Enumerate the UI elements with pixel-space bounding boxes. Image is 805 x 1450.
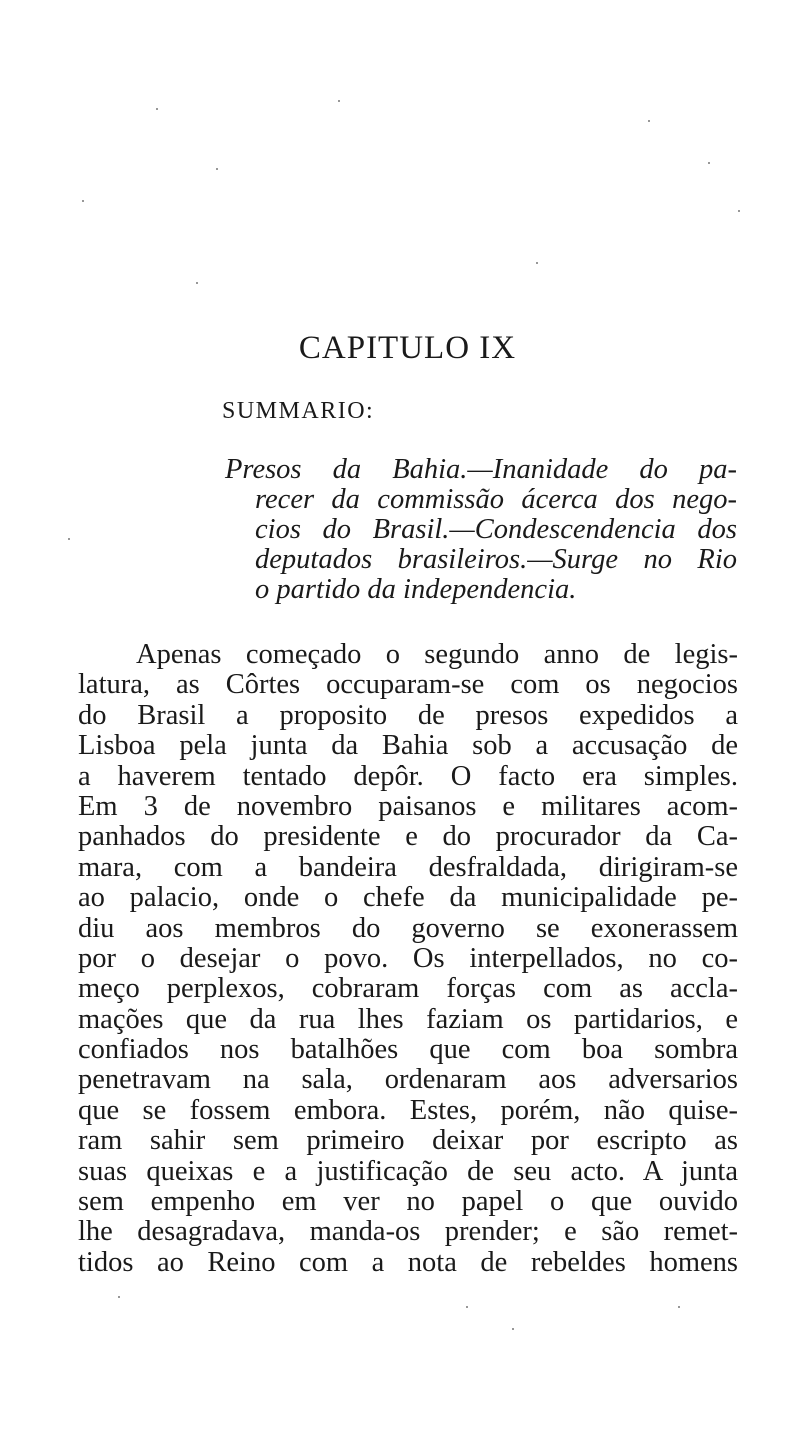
summary-line: Presos da Bahia.—Inanidade do pa- bbox=[225, 454, 737, 485]
scan-speck bbox=[708, 162, 710, 164]
body-line: latura, as Côrtes occuparam-se com os negocios bbox=[78, 669, 738, 701]
body-line: Apenas começado o segundo anno de legis- bbox=[136, 639, 738, 670]
body-paragraph bbox=[78, 640, 738, 1278]
scan-speck bbox=[156, 108, 158, 110]
summary-line: cios do Brasil.—Condescendencia dos bbox=[255, 514, 737, 545]
scan-speck bbox=[536, 262, 538, 264]
body-line: por o desejar o povo. Os interpellados, no co- bbox=[78, 942, 738, 974]
body-line: a haverem tentado depôr. O facto era simples. bbox=[78, 760, 738, 792]
body-line: Lisboa pela junta da Bahia sob a accusação de bbox=[78, 730, 738, 762]
scan-speck bbox=[466, 1306, 468, 1308]
scan-speck bbox=[118, 1296, 120, 1298]
body-line: ram sahir sem primeiro deixar por escripto as bbox=[78, 1125, 738, 1157]
body-line: que se fossem embora. Estes, porém, não quise- bbox=[78, 1094, 738, 1126]
body-line: penetravam na sala, ordenaram aos adversarios bbox=[78, 1064, 738, 1096]
summary-label: SUMMARIO: bbox=[222, 398, 375, 424]
scan-speck bbox=[338, 100, 340, 102]
scan-speck bbox=[738, 210, 740, 212]
scan-speck bbox=[216, 168, 218, 170]
body-line: suas queixas e a justificação de seu acto. A junta bbox=[78, 1155, 738, 1187]
body-line: confiados nos batalhões que com boa sombra bbox=[78, 1034, 738, 1066]
scan-speck bbox=[68, 538, 70, 540]
summary-line: deputados brasileiros.—Surge no Rio bbox=[255, 544, 737, 575]
body-line: meço perplexos, cobraram forças com as accla- bbox=[78, 973, 738, 1005]
body-line: mações que da rua lhes faziam os partidarios, e bbox=[78, 1003, 738, 1035]
summary-text bbox=[225, 455, 737, 605]
scan-speck bbox=[678, 1306, 680, 1308]
chapter-title: CAPITULO IX bbox=[298, 330, 517, 366]
scan-speck bbox=[196, 282, 198, 284]
body-line: lhe desagradava, manda-os prender; e são remet- bbox=[78, 1216, 738, 1248]
body-line: mara, com a bandeira desfraldada, dirigiram-se bbox=[78, 851, 738, 883]
summary-line: recer da commissão ácerca dos nego- bbox=[255, 484, 737, 515]
body-line: Em 3 de novembro paisanos e militares acom- bbox=[78, 790, 738, 822]
summary-line: o partido da independencia. bbox=[255, 574, 577, 605]
body-line: sem empenho em ver no papel o que ouvido bbox=[78, 1186, 738, 1218]
scan-speck bbox=[648, 120, 650, 122]
body-line: ao palacio, onde o chefe da municipalidade pe- bbox=[78, 882, 738, 914]
body-line: panhados do presidente e do procurador da Ca- bbox=[78, 821, 738, 853]
body-line: do Brasil a proposito de presos expedidos a bbox=[78, 699, 738, 731]
body-line: diu aos membros do governo se exonerassem bbox=[78, 912, 738, 944]
scan-speck bbox=[512, 1328, 514, 1330]
scan-speck bbox=[82, 200, 84, 202]
body-line: tidos ao Reino com a nota de rebeldes homens bbox=[78, 1246, 738, 1278]
